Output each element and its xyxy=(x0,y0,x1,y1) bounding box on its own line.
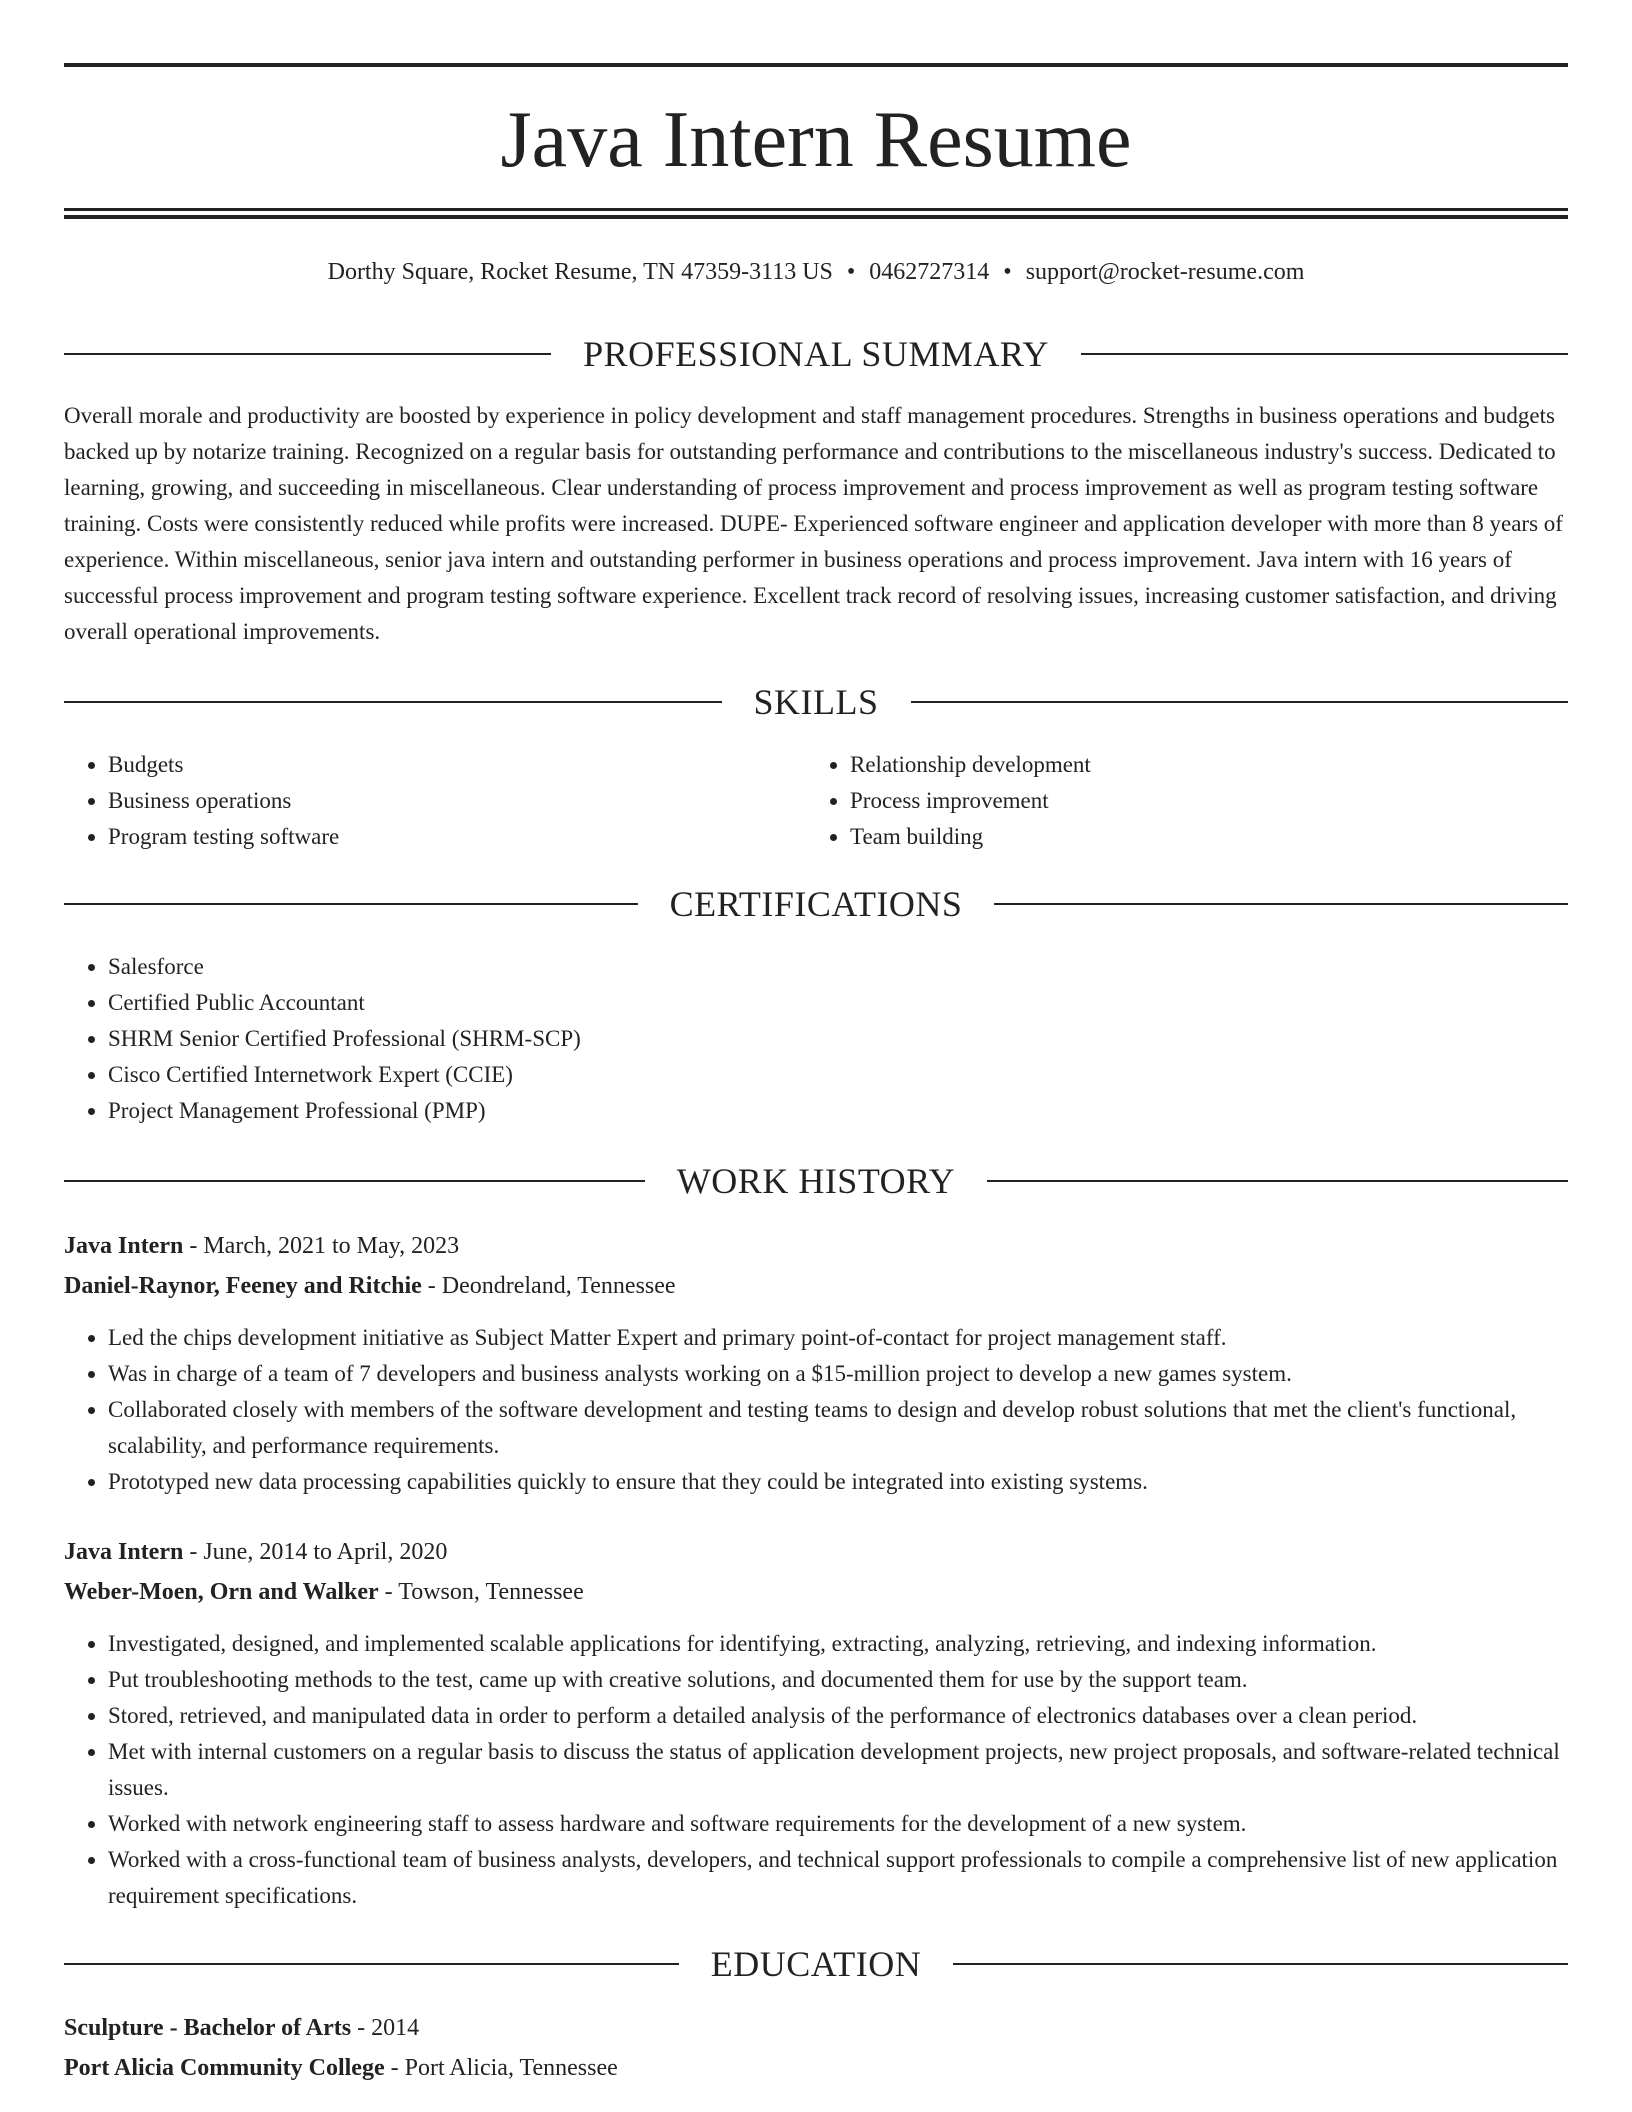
job-bullet: • Worked with network engineering staff to assess hardware and software requirements for the development of a new system. xyxy=(108,1806,1568,1842)
job-bullet: • Led the chips development initiative as Subject Matter Expert and primary point-of-contact for project management staff. xyxy=(108,1320,1568,1356)
job-company-line xyxy=(64,1572,1568,1612)
certifications-heading xyxy=(64,884,1568,924)
certification-item: • Cisco Certified Internetwork Expert (CCIE) xyxy=(108,1057,1568,1093)
job-title-line xyxy=(64,1532,1568,1572)
skill-item: • Team building xyxy=(850,819,1550,855)
heading-rule-left xyxy=(64,903,638,905)
heading-rule-left xyxy=(64,1963,679,1965)
education-degree-line xyxy=(64,2008,1568,2048)
work-history-heading-label: WORK HISTORY xyxy=(676,1161,956,1201)
job-company: Daniel-Raynor, Feeney and Ritchie xyxy=(64,1273,422,1299)
job-title: Java Intern xyxy=(64,1539,184,1565)
job-dates: - June, 2014 to April, 2020 xyxy=(183,1539,448,1565)
skills-heading-label: SKILLS xyxy=(753,682,879,722)
job-bullet: • Worked with a cross-functional team of business analysts, developers, and technical support professionals to compile a comprehensive list of new application requirement specifications. xyxy=(108,1842,1568,1914)
job-title-line xyxy=(64,1226,1568,1266)
skills-heading xyxy=(64,682,1568,722)
job-bullets xyxy=(64,1626,1568,1914)
job-bullet: • Investigated, designed, and implemented scalable applications for identifying, extracting, analyzing, retrieving, and indexing information. xyxy=(108,1626,1568,1662)
certification-item: • SHRM Senior Certified Professional (SHRM-SCP) xyxy=(108,1021,1568,1057)
job-bullet: • Collaborated closely with members of the software development and testing teams to design and develop robust solutions that met the client's functional, scalability, and performance requirements. xyxy=(108,1392,1568,1464)
job-bullet: • Prototyped new data processing capabilities quickly to ensure that they could be integrated into existing systems. xyxy=(108,1464,1568,1500)
title-rule-upper xyxy=(64,208,1568,211)
top-rule xyxy=(64,63,1568,67)
education-location: - Port Alicia, Tennessee xyxy=(384,2055,618,2081)
education-school: Port Alicia Community College xyxy=(64,2055,385,2081)
certification-item: • Certified Public Accountant xyxy=(108,985,1568,1021)
heading-rule-left xyxy=(64,701,722,703)
job-bullet: • Stored, retrieved, and manipulated data in order to perform a detailed analysis of the performance of electronics databases over a clean period. xyxy=(108,1698,1568,1734)
job-title: Java Intern xyxy=(64,1233,184,1259)
education-heading-label: EDUCATION xyxy=(710,1944,922,1984)
job-bullets xyxy=(64,1320,1568,1500)
resume-title: Java Intern Resume xyxy=(500,96,1132,184)
heading-rule-right xyxy=(953,1963,1568,1965)
heading-rule-right xyxy=(911,701,1569,703)
job-dates: - March, 2021 to May, 2023 xyxy=(183,1233,460,1259)
summary-heading xyxy=(64,334,1568,374)
job-company: Weber-Moen, Orn and Walker xyxy=(64,1579,379,1605)
contact-separator: • xyxy=(846,259,856,285)
heading-rule-left xyxy=(64,353,551,355)
skill-item: • Business operations xyxy=(108,783,808,819)
heading-rule-right xyxy=(1081,353,1568,355)
heading-rule-left xyxy=(64,1180,645,1182)
skills-list-left xyxy=(64,747,808,855)
certifications-list xyxy=(64,949,1568,1129)
certification-item: • Project Management Professional (PMP) xyxy=(108,1093,1568,1129)
contact-address: Dorthy Square, Rocket Resume, TN 47359-3113 US xyxy=(327,259,833,285)
contact-separator: • xyxy=(1003,259,1012,285)
job-location: - Towson, Tennessee xyxy=(378,1579,584,1605)
summary-text: Overall morale and productivity are boosted by experience in policy development and staff management procedures. Strengths in business operations and budgets backed up by notarize training. Recognized on a regular basis for outstanding performance and contributions to the miscellaneous industry's success. Dedicated to learning, growing, and succeeding in miscellaneous. Clear understanding of process improvement and process improvement as well as program testing software training. Costs were consistently reduced while profits were increased. DUPE- Experienced software engineer and application developer with more than 8 years of experience. Within miscellaneous, senior java intern and outstanding performer in business operations and process improvement. Java intern with 16 years of successful process improvement and program testing software experience. Excellent track record of resolving issues, increasing customer satisfaction, and driving overall operational improvements. xyxy=(64,403,1563,644)
education-year: - 2014 xyxy=(351,2015,420,2041)
skill-item: • Relationship development xyxy=(850,747,1550,783)
job-company-line xyxy=(64,1266,1568,1306)
job-bullet: • Put troubleshooting methods to the test, came up with creative solutions, and documented them for use by the support team. xyxy=(108,1662,1568,1698)
certification-item: • Salesforce xyxy=(108,949,1568,985)
job-location: - Deondreland, Tennessee xyxy=(421,1273,676,1299)
skill-item: • Program testing software xyxy=(108,819,808,855)
heading-rule-right xyxy=(987,1180,1568,1182)
contact-line xyxy=(64,254,1568,290)
education-degree: Sculpture - Bachelor of Arts xyxy=(64,2015,352,2041)
skills-list-right xyxy=(806,747,1550,855)
contact-phone: 0462727314 xyxy=(869,259,990,285)
certifications-heading-label: CERTIFICATIONS xyxy=(669,884,963,924)
skill-item: • Budgets xyxy=(108,747,808,783)
title-rule-lower xyxy=(64,215,1568,219)
education-heading xyxy=(64,1944,1568,1984)
heading-rule-right xyxy=(994,903,1568,905)
contact-email: support@rocket-resume.com xyxy=(1025,259,1305,285)
work-history-heading xyxy=(64,1161,1568,1201)
job-bullet: • Met with internal customers on a regular basis to discuss the status of application development projects, new project proposals, and software-related technical issues. xyxy=(108,1734,1568,1806)
education-school-line xyxy=(64,2048,1568,2088)
job-bullet: • Was in charge of a team of 7 developers and business analysts working on a $15-million project to develop a new games system. xyxy=(108,1356,1568,1392)
summary-heading-label: PROFESSIONAL SUMMARY xyxy=(583,334,1049,374)
skill-item: • Process improvement xyxy=(850,783,1550,819)
